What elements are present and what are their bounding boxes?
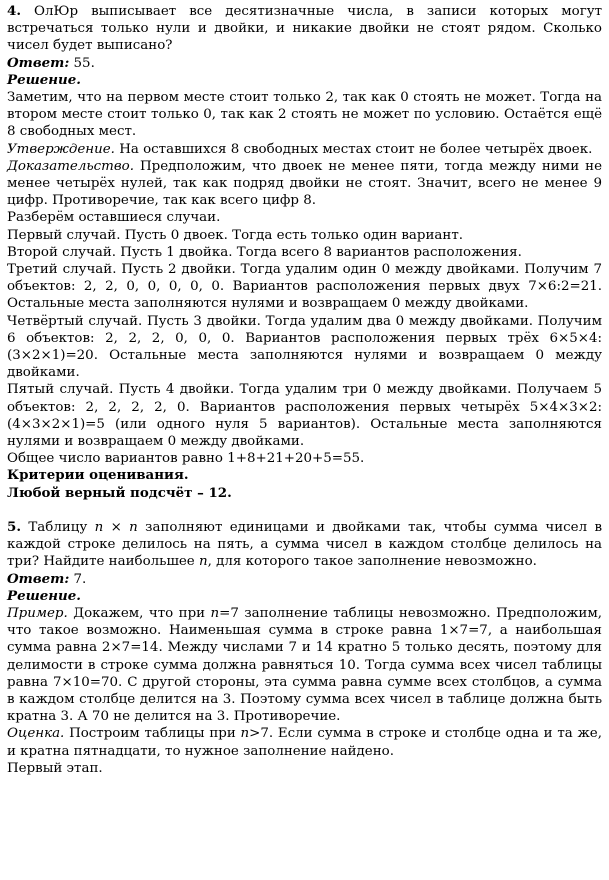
- section-gap: [7, 502, 602, 519]
- answer-label: Ответ:: [7, 54, 70, 71]
- solution-heading: Решение.: [7, 71, 81, 88]
- example-text-b: =7 заполнение таблицы невозможно. Предположим, что такое возможно. Наименьшая сумма в строке равна 1×7=7, а наибольшая сумма равна 2×7=14. Между числами 7 и 14 кратно 5 только десять, поэтому для делимости в строке сумма должна равняться 10. Тогда сумма всех чисел таблицы равна 7×10=70. С другой стороны, эта сумма равна сумме всех столбцов, а сумма в каждом столбце делится на 3. Поэтому сумма всех чисел в таблице должна быть кратна 3. А 70 не делится на 3. Противоречие.: [7, 605, 602, 725]
- cases-intro: Разберём оставшиеся случаи.: [7, 210, 221, 226]
- answer-value: 7.: [73, 571, 87, 587]
- variable-n: n: [210, 605, 220, 621]
- problem-5-answer: [7, 571, 602, 588]
- proof-text: Предположим, что двоек не менее пяти, тогда между ними не менее четырёх нулей, так как подряд двойки не стоят. Значит, всего не менее 9 цифр. Противоречие, так как всего цифр 8.: [7, 158, 602, 209]
- proof-paragraph: [7, 158, 602, 210]
- claim-text: На оставшихся 8 свободных местах стоит не более четырёх двоек.: [119, 141, 593, 157]
- variable-n: n: [199, 554, 208, 570]
- times-sign: ×: [103, 519, 130, 535]
- problem-4-text: ОлЮр выписывает все десятизначные числа, в записи которых могут встречаться только нули и двойки, и никакие двойки не стоят рядом. Сколько чисел будет выписано?: [7, 4, 602, 54]
- problem-5-text-a: Таблицу: [28, 519, 95, 535]
- problem-5-text-c: , для которого такое заполнение невозможно.: [207, 554, 537, 570]
- estimate-text-a: Построим таблицы при: [64, 726, 241, 742]
- solution-heading: Решение.: [7, 587, 81, 604]
- total-variants: Общее число вариантов равно 1+8+21+20+5=55.: [7, 451, 365, 467]
- case-1: Первый случай. Пусть 0 двоек. Тогда есть только один вариант.: [7, 227, 463, 243]
- problem-4-answer: [7, 55, 602, 72]
- estimate-paragraph: [7, 725, 602, 759]
- problem-4-number: 4.: [7, 3, 21, 19]
- case-4: Четвёртый случай. Пусть 3 двойки. Тогда удалим два 0 между двойками. Получим 6 объектов: 2, 2, 2, 0, 0, 0. Вариантов расположения первых трёх 6×5×4:(3×2×1)=20. Остальные места заполняются нулями и возвращаем 0 между двойками.: [7, 313, 602, 381]
- criteria-text: Любой верный подсчёт – 12.: [7, 484, 232, 501]
- estimate-text-b: >7. Если сумма в строке и столбце одна и та же, и кратна пятнадцати, то нужное заполнение найдено.: [7, 726, 602, 759]
- problem-5-statement: [7, 519, 602, 571]
- criteria-heading: Критерии оценивания.: [7, 467, 189, 484]
- case-5: Пятый случай. Пусть 4 двойки. Тогда удалим три 0 между двойками. Получаем 5 объектов: 2, 2, 2, 2, 0. Вариантов расположения первых четырёх 5×4×3×2:(4×3×2×1)=5 (или одного нуля 5 вариантов). Остальные места заполняются нулями и возвращаем 0 между двойками.: [7, 382, 602, 450]
- case-3: Третий случай. Пусть 2 двойки. Тогда удалим один 0 между двойками. Получим 7 объектов: 2, 2, 0, 0, 0, 0, 0. Вариантов расположения первых двух 7×6:2=21. Остальные места заполняются нулями и возвращаем 0 между двойками.: [7, 262, 602, 312]
- claim-paragraph: [7, 141, 602, 158]
- variable-n: n: [129, 519, 138, 535]
- solution-paragraph-1: Заметим, что на первом месте стоит только 2, так как 0 стоять не может. Тогда на втором месте стоит только 0, так как 2 стоять не может по условию. Остаётся ещё 8 свободных мест.: [7, 90, 602, 140]
- answer-value: 55.: [73, 55, 95, 71]
- problem-5-text-b: заполняют единицами и двойками так, чтобы сумма чисел в каждой строке делилось на пять, а сумма чисел в каждом столбце делилось на три? Найдите наибольшее: [7, 519, 602, 570]
- first-stage: Первый этап.: [7, 760, 103, 776]
- problem-4-statement: [7, 3, 602, 55]
- proof-label: Доказательство.: [7, 158, 134, 174]
- problem-5-number: 5.: [7, 518, 21, 535]
- case-2: Второй случай. Пусть 1 двойка. Тогда всего 8 вариантов расположения.: [7, 244, 522, 260]
- variable-n: n: [94, 519, 104, 535]
- answer-label: Ответ:: [7, 570, 70, 587]
- claim-label: Утверждение.: [7, 141, 115, 157]
- example-text-a: Докажем, что при: [67, 605, 211, 621]
- estimate-label: Оценка.: [7, 726, 65, 742]
- variable-n: n: [240, 726, 250, 742]
- example-label: Пример.: [7, 605, 68, 621]
- example-paragraph: [7, 605, 602, 725]
